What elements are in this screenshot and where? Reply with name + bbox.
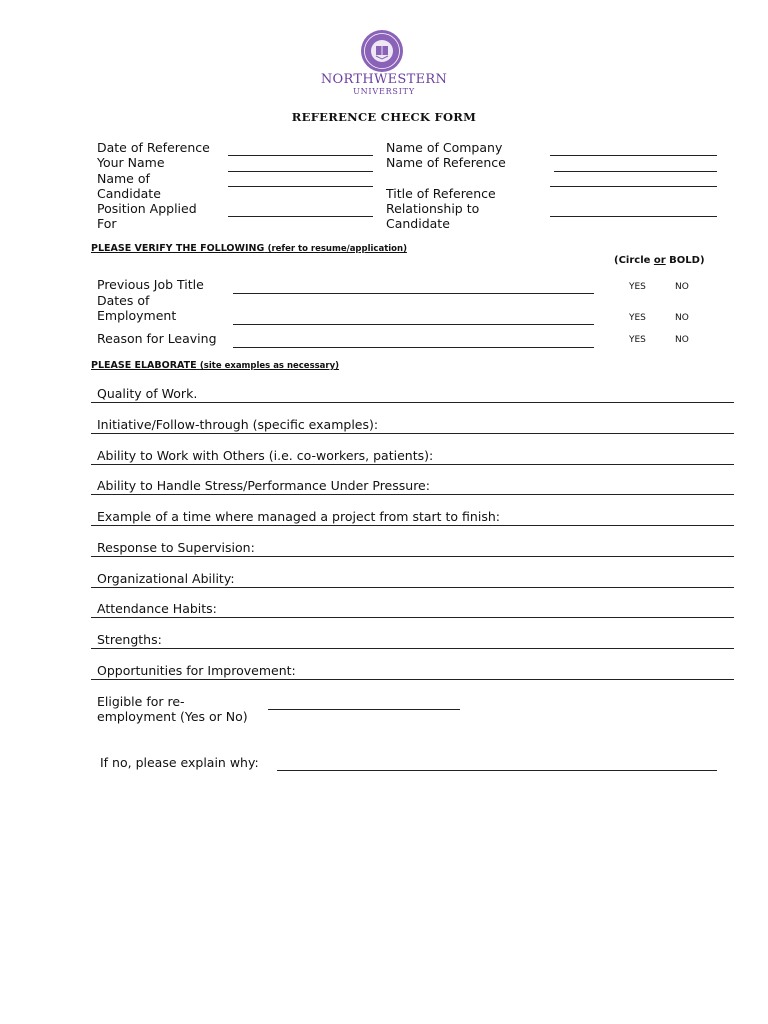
organizational-ability-field[interactable] [91, 587, 734, 588]
elaborate-section-heading [91, 360, 339, 372]
university-subtitle: UNIVERSITY [353, 87, 415, 96]
handle-stress-label: Ability to Handle Stress/Performance Under Pressure: [97, 478, 430, 493]
your-name-field[interactable] [228, 171, 373, 172]
opportunities-label: Opportunities for Improvement: [97, 663, 296, 678]
quality-of-work-field[interactable] [91, 402, 734, 403]
previous-job-title-yes[interactable]: YES [629, 282, 646, 292]
reason-for-leaving-yes[interactable]: YES [629, 335, 646, 345]
title-of-reference-label: Title of Reference [386, 186, 496, 201]
response-to-supervision-label: Response to Supervision: [97, 540, 255, 555]
name-of-company-field[interactable] [550, 155, 717, 156]
work-with-others-field[interactable] [91, 464, 734, 465]
date-of-reference-label: Date of Reference [97, 140, 210, 155]
relationship-to-candidate-field[interactable] [550, 216, 717, 217]
previous-job-title-field[interactable] [233, 293, 594, 294]
university-seal-logo [360, 29, 404, 73]
explain-why-label: If no, please explain why: [100, 755, 259, 770]
dates-of-employment-yes[interactable]: YES [629, 313, 646, 323]
circle-note-prefix: (Circle [614, 255, 654, 266]
circle-or-bold-note [614, 255, 705, 266]
explain-why-field[interactable] [277, 770, 717, 771]
project-example-field[interactable] [91, 525, 734, 526]
name-of-reference-field[interactable] [554, 171, 717, 172]
elaborate-heading-sub: (site examples as necessary) [199, 361, 340, 371]
opportunities-field[interactable] [91, 679, 734, 680]
circle-note-suffix: BOLD) [665, 255, 705, 266]
dates-of-employment-no[interactable]: NO [675, 313, 689, 323]
initiative-field[interactable] [91, 433, 734, 434]
relationship-to-candidate-label: Relationship to Candidate [386, 201, 480, 231]
circle-note-or: or [653, 255, 666, 266]
project-example-label: Example of a time where managed a project from start to finish: [97, 509, 500, 524]
name-of-candidate-field[interactable] [228, 186, 373, 187]
previous-job-title-no[interactable]: NO [675, 282, 689, 292]
strengths-field[interactable] [91, 648, 734, 649]
work-with-others-label: Ability to Work with Others (i.e. co-workers, patients): [97, 448, 434, 463]
eligible-label-line1: Eligible for re- [97, 694, 185, 709]
reason-for-leaving-field[interactable] [233, 347, 594, 348]
handle-stress-field[interactable] [91, 494, 734, 495]
eligible-label-line2: employment (Yes or No) [97, 709, 248, 724]
reason-for-leaving-label: Reason for Leaving [97, 331, 217, 346]
elaborate-heading-text: PLEASE ELABORATE [91, 360, 197, 371]
reason-for-leaving-no[interactable]: NO [675, 335, 689, 345]
position-applied-for-label: Position Applied For [97, 201, 197, 231]
dates-of-employment-field[interactable] [233, 324, 594, 325]
form-title: REFERENCE CHECK FORM [291, 110, 477, 124]
name-of-reference-label: Name of Reference [386, 155, 506, 170]
name-of-candidate-label: Name of Candidate [97, 171, 161, 201]
strengths-label: Strengths: [97, 632, 162, 647]
dates-of-employment-label: Dates of Employment [97, 293, 177, 323]
organizational-ability-label: Organizational Ability: [97, 571, 235, 586]
name-of-company-label: Name of Company [386, 140, 503, 155]
university-name: NORTHWESTERN [320, 72, 448, 87]
verify-heading-sub: (refer to resume/application) [267, 244, 407, 254]
previous-job-title-label: Previous Job Title [97, 277, 204, 292]
attendance-habits-label: Attendance Habits: [97, 601, 217, 616]
initiative-label: Initiative/Follow-through (specific examples): [97, 417, 379, 432]
quality-of-work-label: Quality of Work. [97, 386, 198, 401]
position-applied-for-field[interactable] [228, 216, 373, 217]
date-of-reference-field[interactable] [228, 155, 373, 156]
response-to-supervision-field[interactable] [91, 556, 734, 557]
eligible-field[interactable] [268, 709, 460, 710]
verify-heading-text: PLEASE VERIFY THE FOLLOWING [91, 243, 265, 254]
verify-section-heading [91, 243, 407, 255]
your-name-label: Your Name [97, 155, 165, 170]
attendance-habits-field[interactable] [91, 617, 734, 618]
name-of-reference-extra-line [550, 186, 717, 187]
